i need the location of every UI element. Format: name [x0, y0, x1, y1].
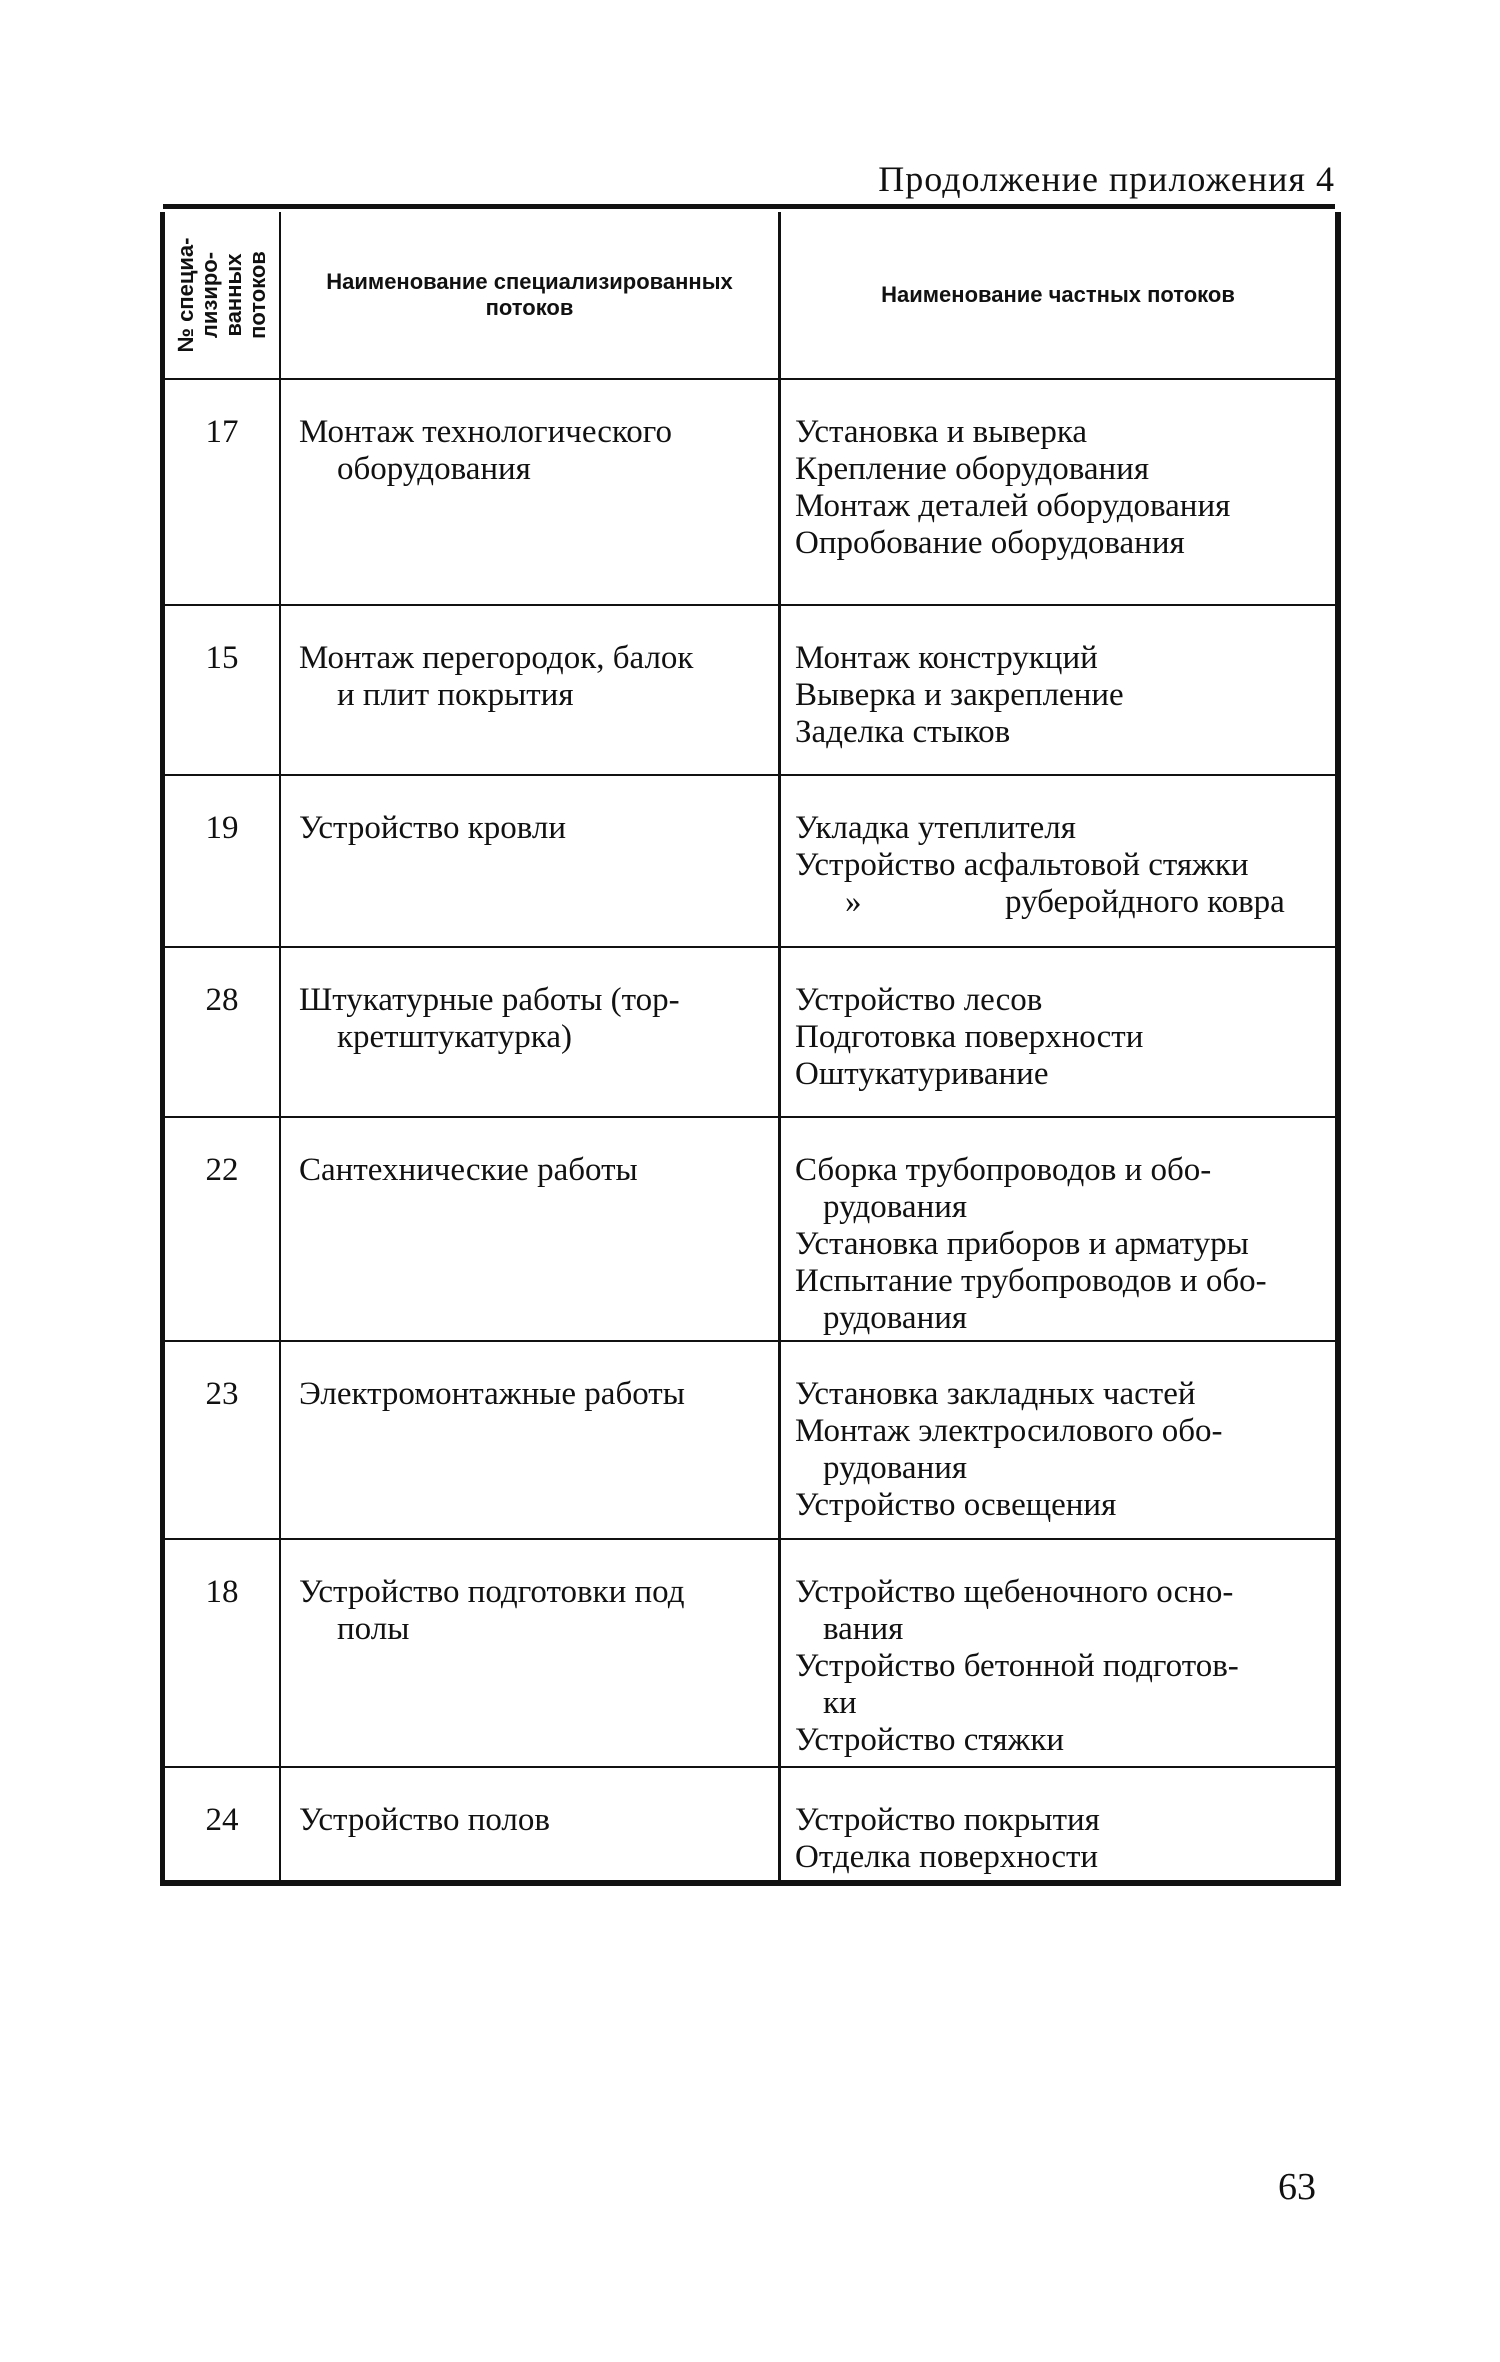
continuation-title: Продолжение приложения 4 [878, 159, 1335, 199]
partial-item: Оштукатуривание [795, 1056, 1049, 1092]
stream-name [281, 1768, 781, 1880]
stream-name-line: кретштукатурка) [337, 1019, 572, 1055]
partial-item: Выверка и закрепление [795, 677, 1124, 713]
partial-item: Испытание трубопроводов и обо- [795, 1263, 1267, 1299]
table-row [165, 1540, 1335, 1768]
partial-item: Устройство освещения [795, 1487, 1117, 1523]
stream-number: 15 [165, 606, 281, 774]
partial-item: Устройство бетонной подготов- [795, 1648, 1239, 1684]
partial-item: ки [823, 1685, 857, 1721]
header-number-line: лизиро- [197, 251, 222, 339]
partial-list [781, 1342, 1335, 1538]
stream-name [281, 1118, 781, 1340]
partial-item: Укладка утеплителя [795, 810, 1076, 846]
partial-item: Сборка трубопроводов и обо- [795, 1152, 1212, 1188]
top-rule [163, 204, 1335, 209]
partial-list [781, 1540, 1335, 1766]
page-number: 63 [1278, 2166, 1316, 2208]
stream-name [281, 1540, 781, 1766]
partial-item: Установка и выверка [795, 414, 1088, 450]
stream-name [281, 776, 781, 946]
stream-number: 18 [165, 1540, 281, 1766]
partial-item: Монтаж деталей оборудования [795, 488, 1231, 524]
partial-item: рудования [823, 1189, 968, 1225]
header-number-line: ванных [221, 253, 246, 337]
table-row [165, 606, 1335, 776]
stream-name-line: Монтаж технологического [299, 414, 673, 450]
stream-name-line: Сантехнические работы [299, 1152, 638, 1188]
stream-name-line: Монтаж перегородок, балок [299, 640, 694, 676]
streams-table [160, 212, 1341, 1886]
ditto-mark: » [845, 884, 862, 920]
table-row [165, 776, 1335, 948]
partial-item: Отделка поверхности [795, 1839, 1099, 1875]
partial-item: Заделка стыков [795, 714, 1011, 750]
partial-item: Устройство асфальтовой стяжки [795, 847, 1249, 883]
header-number [165, 212, 281, 378]
partial-list [781, 1768, 1335, 1880]
partial-item: Установка закладных частей [795, 1376, 1196, 1412]
partial-item [795, 884, 1331, 921]
stream-number: 22 [165, 1118, 281, 1340]
table-row [165, 380, 1335, 606]
stream-name [281, 1342, 781, 1538]
stream-name-line: оборудования [337, 451, 531, 487]
stream-name-line: Устройство подготовки под [299, 1574, 685, 1610]
partial-item: Опробование оборудования [795, 525, 1185, 561]
stream-number: 23 [165, 1342, 281, 1538]
stream-name [281, 380, 781, 604]
partial-item: рудования [823, 1300, 968, 1336]
stream-name [281, 948, 781, 1116]
table-row [165, 1118, 1335, 1342]
table-row [165, 1342, 1335, 1540]
stream-number: 28 [165, 948, 281, 1116]
partial-item: Устройство лесов [795, 982, 1043, 1018]
partial-item: Устройство щебеночного осно- [795, 1574, 1234, 1610]
table-header [165, 212, 1335, 380]
ditto-text: руберойдного ковра [1005, 884, 1285, 920]
partial-item: Монтаж электросилового обо- [795, 1413, 1223, 1449]
table-row [165, 948, 1335, 1118]
stream-number: 17 [165, 380, 281, 604]
stream-name [281, 606, 781, 774]
header-number-line: потоков [245, 251, 270, 339]
partial-list [781, 606, 1335, 774]
partial-item: Устройство покрытия [795, 1802, 1100, 1838]
partial-item: Установка приборов и арматуры [795, 1226, 1249, 1262]
partial-list [781, 948, 1335, 1116]
header-specialized: Наименование специализированных потоков [326, 269, 733, 320]
partial-item: Подготовка поверхности [795, 1019, 1144, 1055]
stream-name-line: и плит покрытия [337, 677, 574, 713]
table-row [165, 1768, 1335, 1880]
partial-list [781, 1118, 1335, 1340]
stream-name-line: Электромонтажные работы [299, 1376, 685, 1412]
header-number-line: № специа- [173, 237, 198, 353]
partial-item: вания [823, 1611, 904, 1647]
partial-list [781, 776, 1335, 946]
stream-name-line: Устройство полов [299, 1802, 550, 1838]
header-partial: Наименование частных потоков [881, 282, 1235, 307]
partial-item: рудования [823, 1450, 968, 1486]
partial-item: Монтаж конструкций [795, 640, 1098, 676]
stream-number: 19 [165, 776, 281, 946]
stream-name-line: Штукатурные работы (тор- [299, 982, 680, 1018]
stream-name-line: полы [337, 1611, 410, 1647]
partial-list [781, 380, 1335, 604]
stream-name-line: Устройство кровли [299, 810, 567, 846]
partial-item: Крепление оборудования [795, 451, 1150, 487]
stream-number: 24 [165, 1768, 281, 1880]
partial-item: Устройство стяжки [795, 1722, 1065, 1758]
